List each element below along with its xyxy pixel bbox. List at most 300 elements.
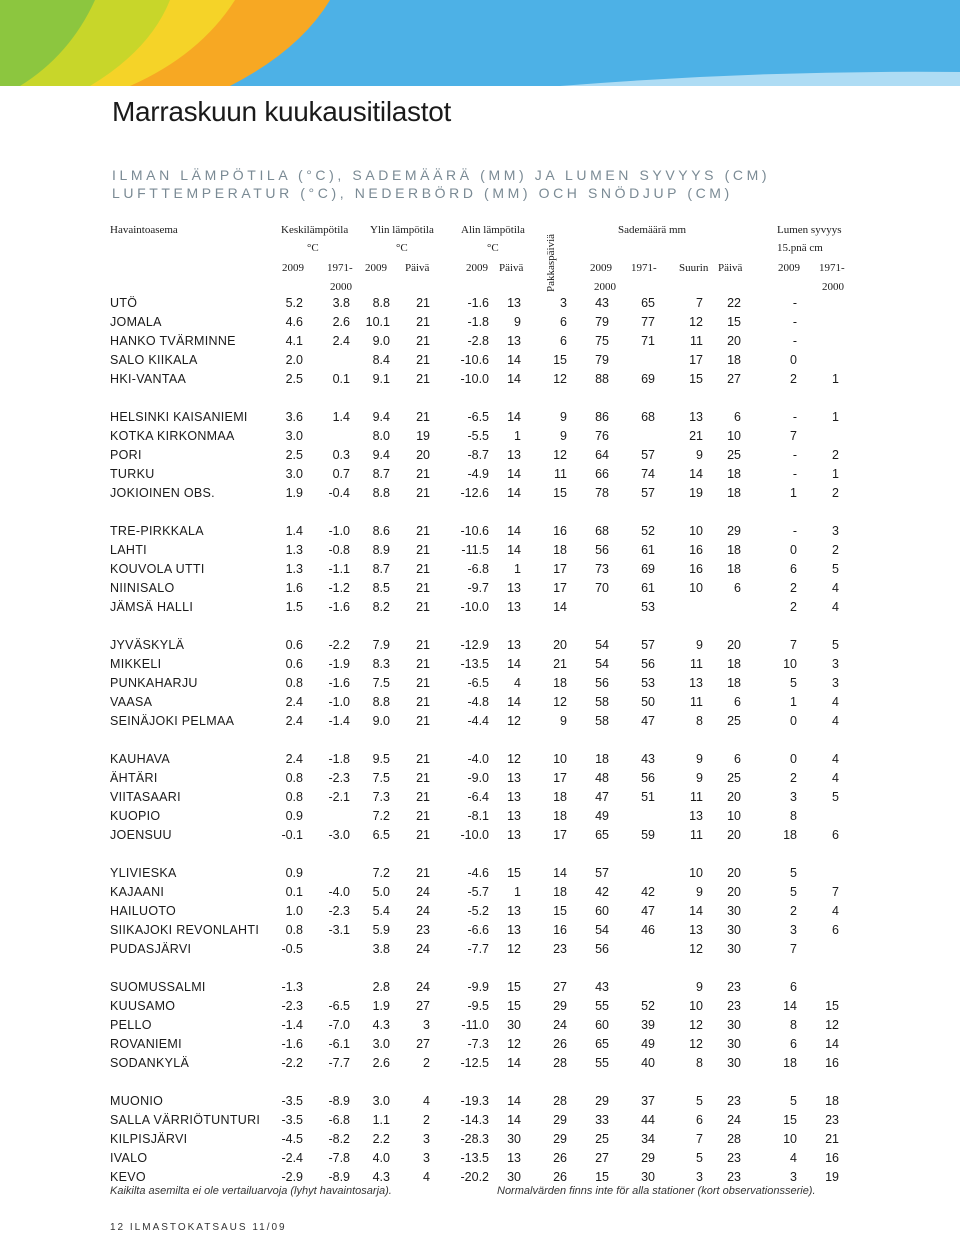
cell-precip-largest: 9	[696, 638, 703, 652]
cell-min-day: 14	[507, 1056, 521, 1070]
table-row	[0, 865, 960, 884]
cell-min-2009: -5.5	[467, 429, 489, 443]
table-row	[0, 656, 960, 675]
cell-snow-1971-2000: 4	[832, 714, 839, 728]
cell-min-2009: -20.2	[460, 1170, 489, 1184]
cell-mean-2009: -1.4	[281, 1018, 303, 1032]
cell-precip-day: 30	[727, 904, 741, 918]
cell-precip-largest: 10	[689, 999, 703, 1013]
cell-snow-2009: 18	[783, 1056, 797, 1070]
cell-precip-largest: 10	[689, 524, 703, 538]
table-row	[0, 808, 960, 827]
cell-snow-1971-2000: 14	[825, 1037, 839, 1051]
cell-precip-day: 18	[727, 353, 741, 367]
cell-precip-2009: 55	[595, 999, 609, 1013]
cell-frost-days: 9	[560, 429, 567, 443]
cell-precip-1971-2000: 42	[641, 885, 655, 899]
header-snow-2000: 2000	[822, 281, 844, 293]
cell-precip-largest: 13	[689, 809, 703, 823]
cell-mean-2009: -1.3	[281, 980, 303, 994]
cell-frost-days: 17	[553, 581, 567, 595]
cell-mean-2009: -1.6	[281, 1037, 303, 1051]
cell-mean-2009: 2.5	[285, 448, 303, 462]
cell-min-2009: -2.8	[467, 334, 489, 348]
station-name: MIKKELI	[110, 657, 162, 671]
cell-precip-day: 18	[727, 676, 741, 690]
cell-min-day: 14	[507, 486, 521, 500]
cell-frost-days: 29	[553, 1132, 567, 1146]
cell-mean-1971-2000: -2.3	[328, 904, 350, 918]
cell-min-2009: -7.7	[467, 942, 489, 956]
cell-max-2009: 8.7	[372, 467, 390, 481]
header-frost-days: Pakkaspäiviä	[545, 233, 557, 292]
cell-precip-day: 20	[727, 334, 741, 348]
cell-max-2009: 5.9	[372, 923, 390, 937]
table-row	[0, 466, 960, 485]
cell-precip-2009: 58	[595, 695, 609, 709]
cell-mean-2009: 1.0	[285, 904, 303, 918]
cell-snow-2009: 15	[783, 1113, 797, 1127]
cell-precip-1971-2000: 34	[641, 1132, 655, 1146]
cell-min-2009: -13.5	[460, 1151, 489, 1165]
cell-precip-day: 23	[727, 1170, 741, 1184]
cell-snow-2009: 7	[790, 429, 797, 443]
cell-precip-2009: 58	[595, 714, 609, 728]
cell-min-2009: -13.5	[460, 657, 489, 671]
cell-max-day: 21	[416, 372, 430, 386]
cell-snow-2009: 3	[790, 923, 797, 937]
cell-precip-1971-2000: 69	[641, 562, 655, 576]
table-row	[0, 675, 960, 694]
cell-mean-2009: 2.4	[285, 714, 303, 728]
cell-precip-2009: 88	[595, 372, 609, 386]
cell-precip-largest: 9	[696, 980, 703, 994]
station-name: JOENSUU	[110, 828, 172, 842]
cell-mean-2009: 0.8	[285, 790, 303, 804]
cell-precip-day: 30	[727, 1037, 741, 1051]
cell-max-day: 21	[416, 600, 430, 614]
table-row	[0, 979, 960, 998]
station-name: HKI-VANTAA	[110, 372, 187, 386]
cell-precip-day: 25	[727, 771, 741, 785]
cell-precip-1971-2000: 40	[641, 1056, 655, 1070]
cell-frost-days: 20	[553, 638, 567, 652]
station-name: YLIVIESKA	[110, 866, 177, 880]
cell-mean-1971-2000: -1.0	[328, 524, 350, 538]
group-spacer	[0, 846, 960, 865]
cell-mean-2009: 1.3	[285, 543, 303, 557]
cell-min-2009: -5.7	[467, 885, 489, 899]
cell-precip-2009: 33	[595, 1113, 609, 1127]
table-row	[0, 523, 960, 542]
cell-snow-2009: -	[792, 315, 797, 329]
cell-max-2009: 9.4	[372, 410, 390, 424]
cell-min-2009: -9.9	[467, 980, 489, 994]
cell-max-day: 4	[423, 1170, 430, 1184]
cell-min-2009: -10.6	[460, 353, 489, 367]
cell-snow-2009: 3	[790, 790, 797, 804]
cell-max-2009: 4.0	[372, 1151, 390, 1165]
cell-min-day: 13	[507, 638, 521, 652]
cell-precip-day: 30	[727, 1056, 741, 1070]
cell-precip-largest: 8	[696, 1056, 703, 1070]
cell-min-day: 13	[507, 334, 521, 348]
cell-frost-days: 15	[553, 904, 567, 918]
cell-mean-2009: 0.9	[285, 866, 303, 880]
cell-max-2009: 8.4	[372, 353, 390, 367]
station-name: JÄMSÄ HALLI	[110, 600, 194, 614]
cell-snow-2009: 0	[790, 543, 797, 557]
cell-precip-largest: 7	[696, 1132, 703, 1146]
cell-snow-2009: 7	[790, 942, 797, 956]
cell-precip-day: 18	[727, 543, 741, 557]
cell-mean-2009: 2.4	[285, 752, 303, 766]
cell-snow-1971-2000: 19	[825, 1170, 839, 1184]
cell-precip-2009: 48	[595, 771, 609, 785]
cell-precip-1971-2000: 29	[641, 1151, 655, 1165]
cell-max-day: 24	[416, 942, 430, 956]
header-precip-2000: 2000	[594, 281, 616, 293]
cell-precip-2009: 65	[595, 1037, 609, 1051]
cell-max-2009: 8.3	[372, 657, 390, 671]
cell-max-2009: 7.2	[372, 866, 390, 880]
cell-precip-largest: 13	[689, 410, 703, 424]
cell-mean-2009: 0.6	[285, 638, 303, 652]
cell-precip-largest: 9	[696, 885, 703, 899]
cell-frost-days: 6	[560, 334, 567, 348]
cell-frost-days: 16	[553, 923, 567, 937]
cell-mean-2009: 0.8	[285, 676, 303, 690]
cell-precip-day: 6	[734, 410, 741, 424]
cell-max-day: 21	[416, 562, 430, 576]
cell-min-2009: -10.0	[460, 828, 489, 842]
cell-precip-largest: 9	[696, 448, 703, 462]
table-row	[0, 713, 960, 732]
cell-min-2009: -10.0	[460, 372, 489, 386]
cell-precip-2009: 60	[595, 1018, 609, 1032]
cell-mean-1971-2000: -6.5	[328, 999, 350, 1013]
cell-precip-1971-2000: 50	[641, 695, 655, 709]
station-name: TRE-PIRKKALA	[110, 524, 204, 538]
station-name: HAILUOTO	[110, 904, 177, 918]
cell-frost-days: 3	[560, 296, 567, 310]
table-row	[0, 1017, 960, 1036]
cell-snow-1971-2000: 1	[832, 410, 839, 424]
cell-mean-1971-2000: -1.8	[328, 752, 350, 766]
cell-snow-1971-2000: 4	[832, 904, 839, 918]
cell-mean-1971-2000: -4.0	[328, 885, 350, 899]
cell-snow-2009: 8	[790, 1018, 797, 1032]
cell-snow-1971-2000: 2	[832, 543, 839, 557]
cell-min-day: 14	[507, 372, 521, 386]
cell-max-2009: 7.9	[372, 638, 390, 652]
table-row	[0, 428, 960, 447]
cell-min-day: 30	[507, 1132, 521, 1146]
cell-precip-2009: 43	[595, 980, 609, 994]
cell-max-2009: 9.0	[372, 714, 390, 728]
cell-max-day: 27	[416, 999, 430, 1013]
cell-max-day: 21	[416, 714, 430, 728]
header-snow-date: 15.pnä cm	[777, 242, 823, 254]
cell-frost-days: 26	[553, 1151, 567, 1165]
cell-max-day: 21	[416, 315, 430, 329]
cell-min-day: 14	[507, 353, 521, 367]
cell-precip-1971-2000: 68	[641, 410, 655, 424]
cell-precip-largest: 5	[696, 1151, 703, 1165]
cell-mean-2009: 2.4	[285, 695, 303, 709]
cell-precip-2009: 79	[595, 315, 609, 329]
cell-max-day: 23	[416, 923, 430, 937]
cell-precip-day: 25	[727, 448, 741, 462]
cell-mean-2009: 4.6	[285, 315, 303, 329]
cell-precip-day: 20	[727, 638, 741, 652]
cell-mean-2009: 0.9	[285, 809, 303, 823]
group-spacer	[0, 618, 960, 637]
cell-precip-2009: 86	[595, 410, 609, 424]
cell-max-2009: 8.0	[372, 429, 390, 443]
cell-frost-days: 14	[553, 600, 567, 614]
cell-min-2009: -12.5	[460, 1056, 489, 1070]
cell-snow-2009: 4	[790, 1151, 797, 1165]
cell-precip-2009: 42	[595, 885, 609, 899]
header-station: Havaintoasema	[110, 224, 178, 236]
station-name: ÄHTÄRI	[110, 771, 158, 785]
cell-precip-largest: 10	[689, 866, 703, 880]
station-name: KEVO	[110, 1170, 146, 1184]
cell-precip-largest: 10	[689, 581, 703, 595]
cell-min-day: 4	[514, 676, 521, 690]
cell-precip-1971-2000: 57	[641, 486, 655, 500]
cell-precip-day: 10	[727, 429, 741, 443]
cell-min-2009: -4.0	[467, 752, 489, 766]
cell-mean-1971-2000: -1.1	[328, 562, 350, 576]
station-name: PUDASJÄRVI	[110, 942, 192, 956]
cell-snow-1971-2000: 5	[832, 790, 839, 804]
cell-snow-2009: 6	[790, 1037, 797, 1051]
cell-max-2009: 8.7	[372, 562, 390, 576]
station-name: KOUVOLA UTTI	[110, 562, 205, 576]
cell-frost-days: 17	[553, 771, 567, 785]
cell-mean-2009: -0.5	[281, 942, 303, 956]
cell-max-2009: 9.1	[372, 372, 390, 386]
cell-precip-largest: 11	[690, 657, 703, 671]
cell-snow-1971-2000: 3	[832, 676, 839, 690]
cell-precip-1971-2000: 71	[641, 334, 655, 348]
table-row	[0, 827, 960, 846]
cell-max-day: 24	[416, 980, 430, 994]
cell-precip-largest: 11	[690, 695, 703, 709]
cell-precip-2009: 66	[595, 467, 609, 481]
cell-min-2009: -12.9	[460, 638, 489, 652]
cell-min-day: 13	[507, 809, 521, 823]
cell-mean-1971-2000: 3.8	[332, 296, 350, 310]
cell-frost-days: 11	[554, 467, 567, 481]
cell-max-day: 21	[416, 638, 430, 652]
cell-snow-1971-2000: 4	[832, 600, 839, 614]
cell-max-2009: 10.1	[365, 315, 390, 329]
cell-precip-2009: 54	[595, 638, 609, 652]
header-mean-temp: Keskilämpötila	[281, 224, 349, 236]
cell-min-2009: -6.4	[467, 790, 489, 804]
cell-precip-2009: 76	[595, 429, 609, 443]
cell-precip-2009: 55	[595, 1056, 609, 1070]
cell-precip-1971-2000: 51	[641, 790, 655, 804]
station-name: UTÖ	[110, 296, 138, 310]
cell-snow-2009: 6	[790, 562, 797, 576]
cell-mean-1971-2000: -7.8	[328, 1151, 350, 1165]
cell-min-day: 13	[507, 600, 521, 614]
cell-max-2009: 7.3	[372, 790, 390, 804]
cell-min-2009: -12.6	[460, 486, 489, 500]
cell-min-2009: -6.5	[467, 676, 489, 690]
cell-precip-2009: 49	[595, 809, 609, 823]
cell-max-2009: 8.6	[372, 524, 390, 538]
cell-snow-2009: -	[792, 334, 797, 348]
cell-snow-1971-2000: 5	[832, 562, 839, 576]
table-row	[0, 352, 960, 371]
cell-precip-largest: 17	[689, 353, 703, 367]
cell-mean-2009: -3.5	[281, 1113, 303, 1127]
cell-min-day: 13	[507, 790, 521, 804]
cell-precip-largest: 16	[689, 543, 703, 557]
cell-snow-2009: 14	[783, 999, 797, 1013]
cell-mean-1971-2000: -8.9	[328, 1170, 350, 1184]
cell-precip-day: 6	[734, 752, 741, 766]
cell-frost-days: 18	[553, 809, 567, 823]
cell-precip-1971-2000: 56	[641, 657, 655, 671]
cell-min-day: 14	[507, 695, 521, 709]
cell-max-day: 21	[416, 486, 430, 500]
cell-frost-days: 15	[553, 486, 567, 500]
cell-mean-2009: 1.4	[285, 524, 303, 538]
cell-max-day: 21	[416, 353, 430, 367]
cell-max-2009: 1.1	[372, 1113, 390, 1127]
cell-snow-2009: 1	[790, 695, 797, 709]
cell-snow-2009: 8	[790, 809, 797, 823]
table-row	[0, 447, 960, 466]
cell-precip-1971-2000: 46	[641, 923, 655, 937]
cell-snow-1971-2000: 2	[832, 448, 839, 462]
cell-max-day: 21	[416, 657, 430, 671]
station-name: PORI	[110, 448, 142, 462]
cell-frost-days: 26	[553, 1170, 567, 1184]
footnote-finnish: Kaikilta asemilta ei ole vertailuarvoja (lyhyt havaintosarja).	[110, 1185, 392, 1197]
cell-precip-largest: 12	[689, 315, 703, 329]
cell-snow-1971-2000: 15	[825, 999, 839, 1013]
cell-min-2009: -6.6	[467, 923, 489, 937]
cell-max-2009: 7.5	[372, 676, 390, 690]
cell-mean-2009: 3.0	[285, 429, 303, 443]
cell-min-2009: -11.0	[461, 1018, 489, 1032]
cell-precip-1971-2000: 37	[641, 1094, 655, 1108]
station-name: SODANKYLÄ	[110, 1056, 190, 1070]
cell-mean-1971-2000: -1.6	[328, 600, 350, 614]
cell-precip-day: 20	[727, 885, 741, 899]
cell-max-day: 2	[423, 1113, 430, 1127]
station-name: KILPISJÄRVI	[110, 1132, 188, 1146]
cell-precip-day: 27	[727, 372, 741, 386]
cell-max-2009: 3.0	[372, 1037, 390, 1051]
cell-max-day: 21	[416, 809, 430, 823]
cell-min-2009: -9.7	[467, 581, 489, 595]
cell-min-day: 14	[507, 410, 521, 424]
cell-precip-1971-2000: 65	[641, 296, 655, 310]
table-row	[0, 1131, 960, 1150]
cell-precip-largest: 15	[689, 372, 703, 386]
cell-min-2009: -19.3	[460, 1094, 489, 1108]
cell-mean-2009: -0.1	[281, 828, 303, 842]
cell-snow-1971-2000: 21	[825, 1132, 839, 1146]
table-row	[0, 998, 960, 1017]
cell-min-2009: -11.5	[461, 543, 489, 557]
cell-min-2009: -9.5	[467, 999, 489, 1013]
cell-max-day: 21	[416, 334, 430, 348]
cell-mean-1971-2000: 1.4	[332, 410, 350, 424]
cell-frost-days: 24	[553, 1018, 567, 1032]
table-row	[0, 941, 960, 960]
header-max-day: Päivä	[405, 262, 430, 274]
cell-mean-1971-2000: -7.0	[328, 1018, 350, 1032]
cell-mean-2009: 1.9	[285, 486, 303, 500]
cell-min-2009: -1.6	[467, 296, 489, 310]
cell-max-day: 21	[416, 524, 430, 538]
station-name: VAASA	[110, 695, 153, 709]
cell-min-day: 1	[514, 885, 521, 899]
cell-min-2009: -6.8	[467, 562, 489, 576]
cell-min-2009: -5.2	[467, 904, 489, 918]
cell-min-2009: -10.6	[460, 524, 489, 538]
cell-max-2009: 2.8	[372, 980, 390, 994]
cell-precip-day: 18	[727, 562, 741, 576]
cell-precip-2009: 56	[595, 543, 609, 557]
station-name: VIITASAARI	[110, 790, 181, 804]
cell-mean-1971-2000: -1.2	[328, 581, 350, 595]
cell-precip-2009: 29	[595, 1094, 609, 1108]
cell-precip-1971-2000: 74	[641, 467, 655, 481]
table-row	[0, 694, 960, 713]
cell-mean-2009: 1.5	[285, 600, 303, 614]
subtitle-finnish: ILMAN LÄMPÖTILA (°C), SADEMÄÄRÄ (MM) JA LUMEN SYVYYS (CM)	[112, 167, 771, 183]
table-row	[0, 371, 960, 390]
cell-frost-days: 12	[553, 448, 567, 462]
cell-precip-2009: 57	[595, 866, 609, 880]
cell-frost-days: 18	[553, 676, 567, 690]
cell-snow-2009: 18	[783, 828, 797, 842]
cell-min-day: 14	[507, 1094, 521, 1108]
cell-snow-2009: 2	[790, 581, 797, 595]
cell-max-2009: 8.8	[372, 695, 390, 709]
station-name: KAJAANI	[110, 885, 165, 899]
cell-max-2009: 2.6	[372, 1056, 390, 1070]
cell-min-2009: -6.5	[467, 410, 489, 424]
cell-frost-days: 14	[553, 866, 567, 880]
header-mean-2000: 2000	[330, 281, 352, 293]
table-row	[0, 295, 960, 314]
cell-min-2009: -4.6	[467, 866, 489, 880]
station-name: IVALO	[110, 1151, 148, 1165]
cell-precip-largest: 9	[696, 771, 703, 785]
cell-precip-largest: 6	[696, 1113, 703, 1127]
station-table	[0, 295, 960, 1188]
cell-snow-1971-2000: 4	[832, 771, 839, 785]
cell-frost-days: 17	[553, 828, 567, 842]
table-row	[0, 1055, 960, 1074]
station-name: SUOMUSSALMI	[110, 980, 206, 994]
cell-min-day: 13	[507, 581, 521, 595]
cell-precip-1971-2000: 47	[641, 714, 655, 728]
cell-min-day: 12	[507, 714, 521, 728]
table-row	[0, 314, 960, 333]
